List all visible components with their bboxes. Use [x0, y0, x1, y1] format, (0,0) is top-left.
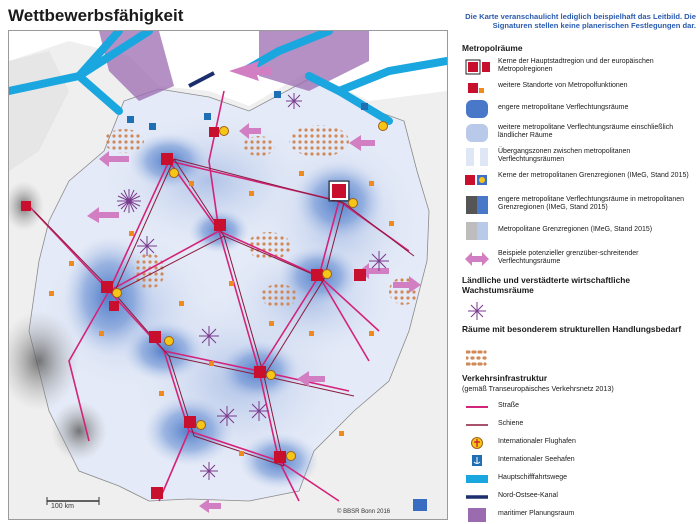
disclaimer-note: Die Karte veranschaulicht lediglich beispielhaft das Leitbild. Die Signaturen stellen keine planerischen Festlegungen dar.	[465, 12, 696, 31]
cross-border-arrow-icon	[464, 250, 490, 268]
wider-metro-area-icon	[464, 124, 490, 142]
metro-function-site-icon	[464, 80, 490, 98]
rail-line-icon	[464, 416, 490, 434]
seaport-icon	[464, 452, 490, 470]
legend-section-special: Räume mit besonderem strukturellen Handlungsbedarf	[462, 324, 682, 334]
growth-star-icon	[464, 302, 490, 320]
airport-icon	[464, 434, 490, 452]
germany-map	[8, 30, 448, 520]
dotted-area-icon	[464, 349, 490, 367]
border-core-icon	[464, 172, 490, 190]
bbsr-logo	[413, 499, 427, 511]
legend-section-rural: Ländliche und verstädterte wirtschaftliche Wachstumsräume	[462, 275, 631, 295]
maritime-area-icon	[464, 506, 490, 524]
border-region-icon	[464, 222, 490, 240]
road-line-icon	[464, 398, 490, 416]
capital-core-icon	[464, 58, 490, 76]
legend-section-transport: Verkehrsinfrastruktur (gemäß Transeuropäisches Verkehrsnetz 2013)	[462, 373, 614, 393]
legend-section-metro: Metropolräume	[462, 43, 523, 53]
shipping-lane-icon	[464, 470, 490, 488]
canal-icon	[464, 488, 490, 506]
map-title: Wettbewerbsfähigkeit	[8, 6, 184, 25]
border-dense-area-icon	[464, 196, 490, 214]
scale-label: 100 km	[51, 503, 74, 510]
transition-zone-icon	[464, 148, 490, 166]
copyright-credit: © BBSR Bonn 2016	[337, 509, 391, 515]
dense-metro-area-icon	[464, 100, 490, 118]
